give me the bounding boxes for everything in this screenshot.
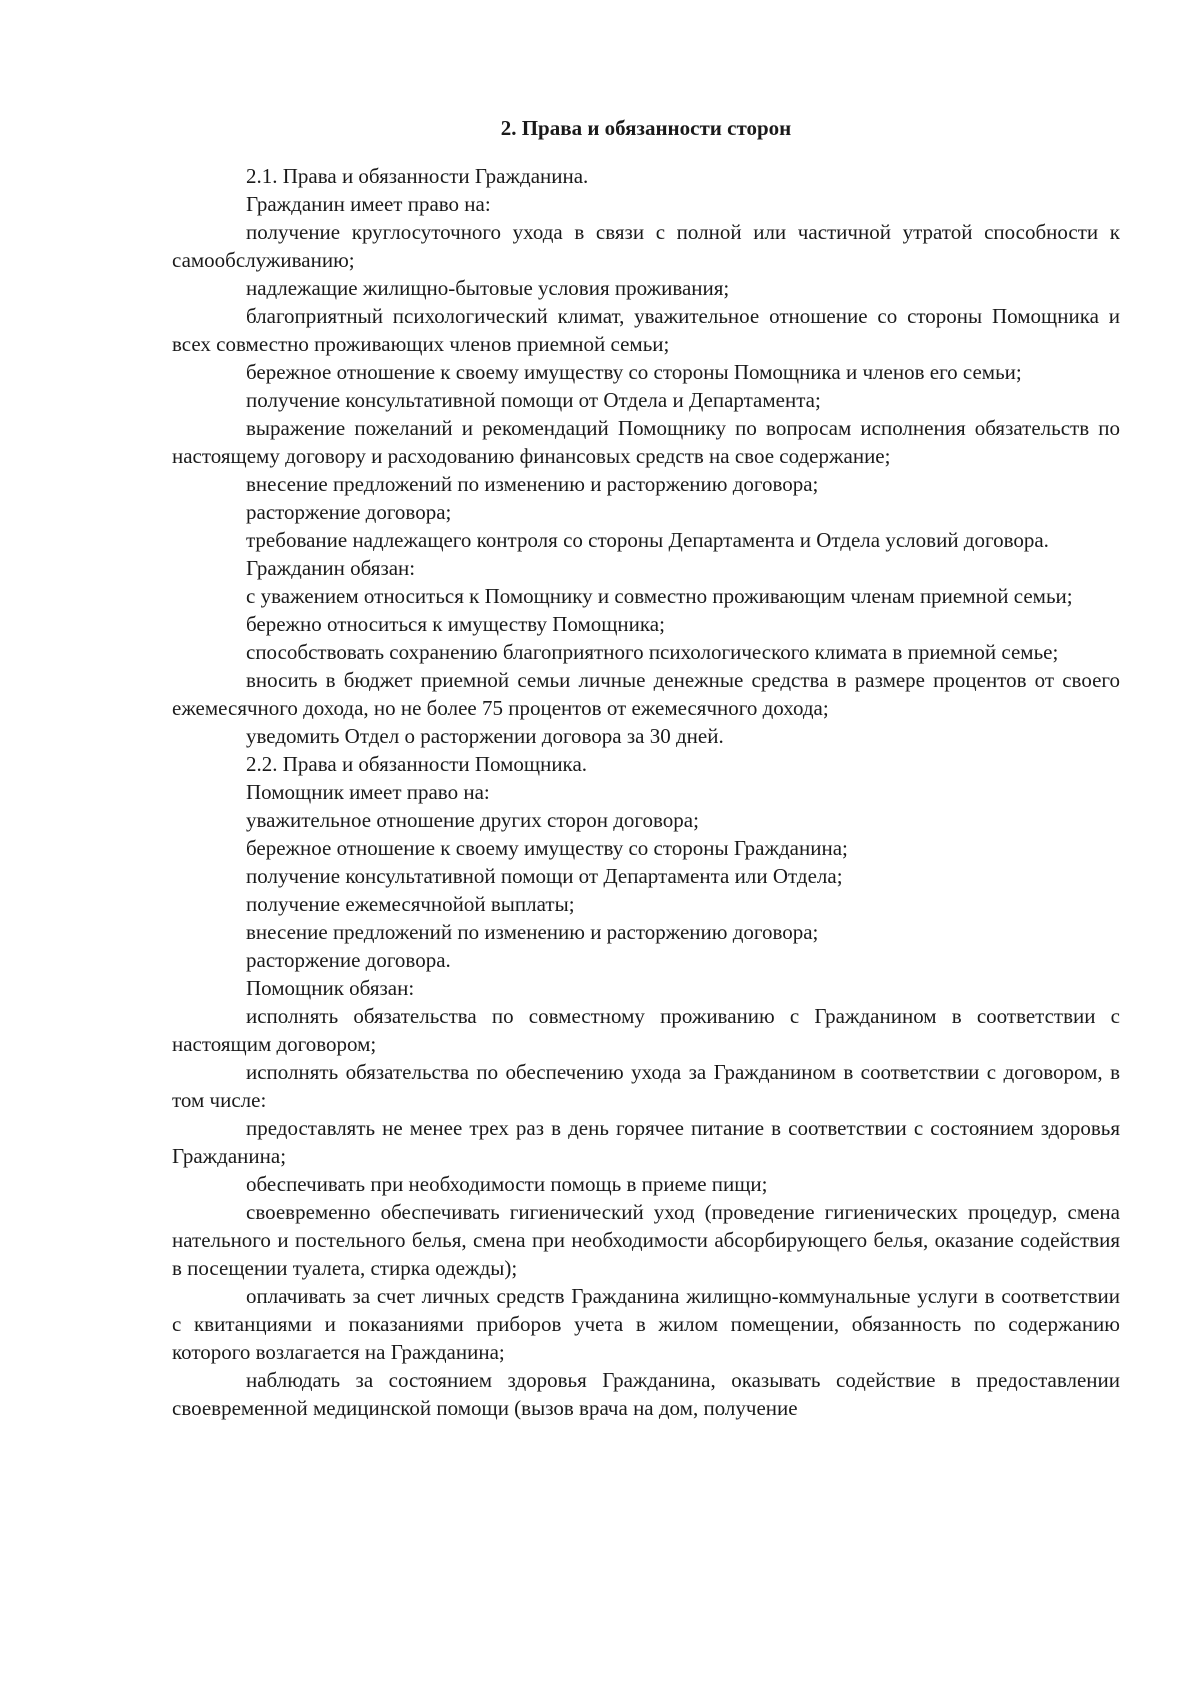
paragraph: получение консультативной помощи от Департамента или Отдела; [246,864,843,888]
paragraph: расторжение договора; [246,500,452,524]
paragraph: предоставлять не менее трех раз в день горячее питание в соответствии с состоянием здоровья Гражданина; [172,1116,1120,1168]
paragraph: внесение предложений по изменению и расторжению договора; [246,920,819,944]
paragraph: с уважением относиться к Помощнику и совместно проживающим членам приемной семьи; [246,584,1073,608]
paragraph: оплачивать за счет личных средств Гражданина жилищно-коммунальные услуги в соответствии с квитанциями и показаниями приборов учета в жилом помещении, обязанность по содержанию которого возлагается на Гражданина; [172,1284,1120,1364]
paragraph: бережно относиться к имуществу Помощника; [246,612,665,636]
paragraph: Гражданин обязан: [246,556,416,580]
paragraph: выражение пожеланий и рекомендаций Помощнику по вопросам исполнения обязательств по настоящему договору и расходованию финансовых средств на свое содержание; [172,416,1120,468]
paragraph: уведомить Отдел о расторжении договора за 30 дней. [246,724,724,748]
paragraph: благоприятный психологический климат, уважительное отношение со стороны Помощника и всех совместно проживающих членов приемной семьи; [172,304,1120,356]
paragraph-list [172,162,1120,1422]
paragraph: получение круглосуточного ухода в связи с полной или частичной утратой способности к самообслуживанию; [172,220,1120,272]
paragraph: наблюдать за состоянием здоровья Гражданина, оказывать содействие в предоставлении своевременной медицинской помощи (вызов врача на дом, получение [172,1368,1120,1420]
paragraph: Помощник имеет право на: [246,780,490,804]
paragraph: получение консультативной помощи от Отдела и Департамента; [246,388,821,412]
document-page [172,96,1120,1422]
paragraph: своевременно обеспечивать гигиенический уход (проведение гигиенических процедур, смена нательного и постельного белья, смена при необходимости абсорбирующего белья, оказание содействия в посещении туалета, стирка одежды); [172,1200,1120,1280]
paragraph: исполнять обязательства по совместному проживанию с Гражданином в соответствии с настоящим договором; [172,1004,1120,1056]
paragraph: 2.1. Права и обязанности Гражданина. [246,164,589,188]
paragraph: надлежащие жилищно-бытовые условия проживания; [246,276,730,300]
paragraph: уважительное отношение других сторон договора; [246,808,699,832]
paragraph: способствовать сохранению благоприятного психологического климата в приемной семье; [246,640,1059,664]
paragraph: исполнять обязательства по обеспечению ухода за Гражданином в соответствии с договором, в том числе: [172,1060,1120,1112]
paragraph: требование надлежащего контроля со стороны Департамента и Отдела условий договора. [246,528,1049,552]
paragraph: получение ежемесячнойой выплаты; [246,892,575,916]
paragraph: внесение предложений по изменению и расторжению договора; [246,472,819,496]
paragraph: Помощник обязан: [246,976,415,1000]
paragraph: бережное отношение к своему имуществу со стороны Гражданина; [246,836,848,860]
section-heading: 2. Права и обязанности сторон [500,116,792,140]
paragraph: вносить в бюджет приемной семьи личные денежные средства в размере процентов от своего ежемесячного дохода, но не более 75 процентов от ежемесячного дохода; [172,668,1120,720]
paragraph: обеспечивать при необходимости помощь в приеме пищи; [246,1172,768,1196]
paragraph: бережное отношение к своему имуществу со стороны Помощника и членов его семьи; [246,360,1022,384]
paragraph: 2.2. Права и обязанности Помощника. [246,752,588,776]
paragraph: расторжение договора. [246,948,451,972]
paragraph: Гражданин имеет право на: [246,192,491,216]
